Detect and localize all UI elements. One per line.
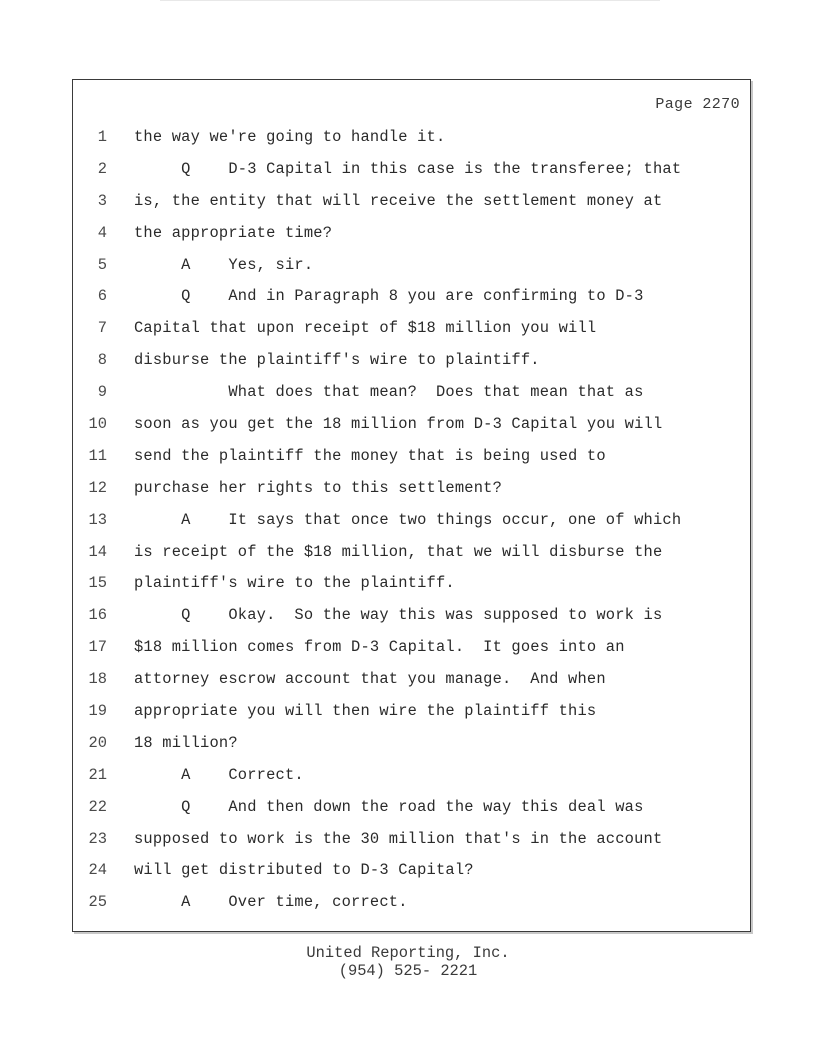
line-text: Capital that upon receipt of $18 million you will: [134, 319, 597, 338]
line-text: will get distributed to D-3 Capital?: [134, 861, 474, 880]
line-text: send the plaintiff the money that is being used to: [134, 446, 606, 465]
line-number: 19: [88, 702, 107, 721]
line-text: Q Okay. So the way this was supposed to work is: [134, 606, 663, 625]
reporter-footer: [0, 944, 816, 980]
transcript-line: [73, 250, 750, 282]
transcript-line: [73, 855, 750, 887]
line-number: 5: [97, 255, 107, 274]
transcript-line: [73, 632, 750, 664]
transcript-line: [73, 760, 750, 792]
line-number: 1: [97, 128, 107, 146]
line-number: 8: [97, 351, 107, 370]
line-number: 7: [97, 319, 107, 338]
line-number: 14: [88, 542, 107, 561]
transcript-line: [73, 664, 750, 696]
transcript-line: [73, 696, 750, 728]
scan-edge-line: [160, 0, 660, 1]
line-number: 12: [88, 478, 107, 497]
transcript-line: [73, 887, 750, 919]
line-text: appropriate you will then wire the plaintiff this: [134, 702, 597, 721]
transcript-line: [73, 122, 750, 154]
line-number: 6: [97, 287, 107, 306]
line-text: A Over time, correct.: [134, 893, 408, 912]
transcript-line: [73, 728, 750, 760]
transcript-line: [73, 218, 750, 250]
line-text: A It says that once two things occur, one of which: [134, 510, 682, 529]
line-number: 17: [88, 638, 107, 657]
line-text: Q D-3 Capital in this case is the transferee; that: [134, 159, 682, 178]
transcript-line: [73, 441, 750, 473]
transcript-line: [73, 154, 750, 186]
transcript-line: [73, 505, 750, 537]
line-text: is receipt of the $18 million, that we will disburse the: [134, 542, 663, 561]
line-number: 23: [88, 829, 107, 848]
line-number: 20: [88, 733, 107, 752]
line-text: plaintiff's wire to the plaintiff.: [134, 574, 455, 593]
line-text: Q And in Paragraph 8 you are confirming to D-3: [134, 287, 644, 306]
line-text: 18 million?: [134, 733, 238, 752]
line-number: 11: [88, 446, 107, 465]
line-number: 4: [97, 223, 107, 242]
transcript-page-frame: [72, 79, 751, 932]
transcript-line: [73, 600, 750, 632]
line-text: What does that mean? Does that mean that as: [134, 383, 644, 402]
transcript-line: [73, 345, 750, 377]
line-number: 3: [97, 191, 107, 210]
line-number: 10: [88, 415, 107, 434]
line-text: is, the entity that will receive the settlement money at: [134, 191, 663, 210]
transcript-line: [73, 568, 750, 600]
transcript-line: [73, 537, 750, 569]
line-number: 25: [88, 893, 107, 912]
line-number: 22: [88, 797, 107, 816]
line-number: 21: [88, 765, 107, 784]
line-number: 9: [97, 383, 107, 402]
line-text: soon as you get the 18 million from D-3 Capital you will: [134, 415, 663, 434]
line-number: 15: [88, 574, 107, 593]
transcript-line: [73, 792, 750, 824]
line-text: purchase her rights to this settlement?: [134, 478, 502, 497]
line-text: supposed to work is the 30 million that's in the account: [134, 829, 663, 848]
page-number: Page 2270: [655, 96, 740, 113]
line-text: the way we're going to handle it.: [134, 128, 446, 146]
line-number: 2: [97, 159, 107, 178]
line-text: A Correct.: [134, 765, 304, 784]
line-number: 24: [88, 861, 107, 880]
transcript-line: [73, 313, 750, 345]
transcript-line: [73, 186, 750, 218]
transcript-line: [73, 473, 750, 505]
line-number: 16: [88, 606, 107, 625]
transcript-lines: [73, 122, 750, 919]
line-number: 13: [88, 510, 107, 529]
line-text: Q And then down the road the way this deal was: [134, 797, 644, 816]
transcript-line: [73, 377, 750, 409]
transcript-line: [73, 824, 750, 856]
line-number: 18: [88, 670, 107, 689]
line-text: $18 million comes from D-3 Capital. It goes into an: [134, 638, 625, 657]
line-text: attorney escrow account that you manage. And when: [134, 670, 606, 689]
line-text: disburse the plaintiff's wire to plaintiff.: [134, 351, 540, 370]
line-text: the appropriate time?: [134, 223, 333, 242]
footer-phone: (954) 525- 2221: [338, 962, 478, 980]
transcript-line: [73, 409, 750, 441]
footer-company: United Reporting, Inc.: [306, 944, 510, 962]
line-text: A Yes, sir.: [134, 255, 314, 274]
transcript-line: [73, 281, 750, 313]
